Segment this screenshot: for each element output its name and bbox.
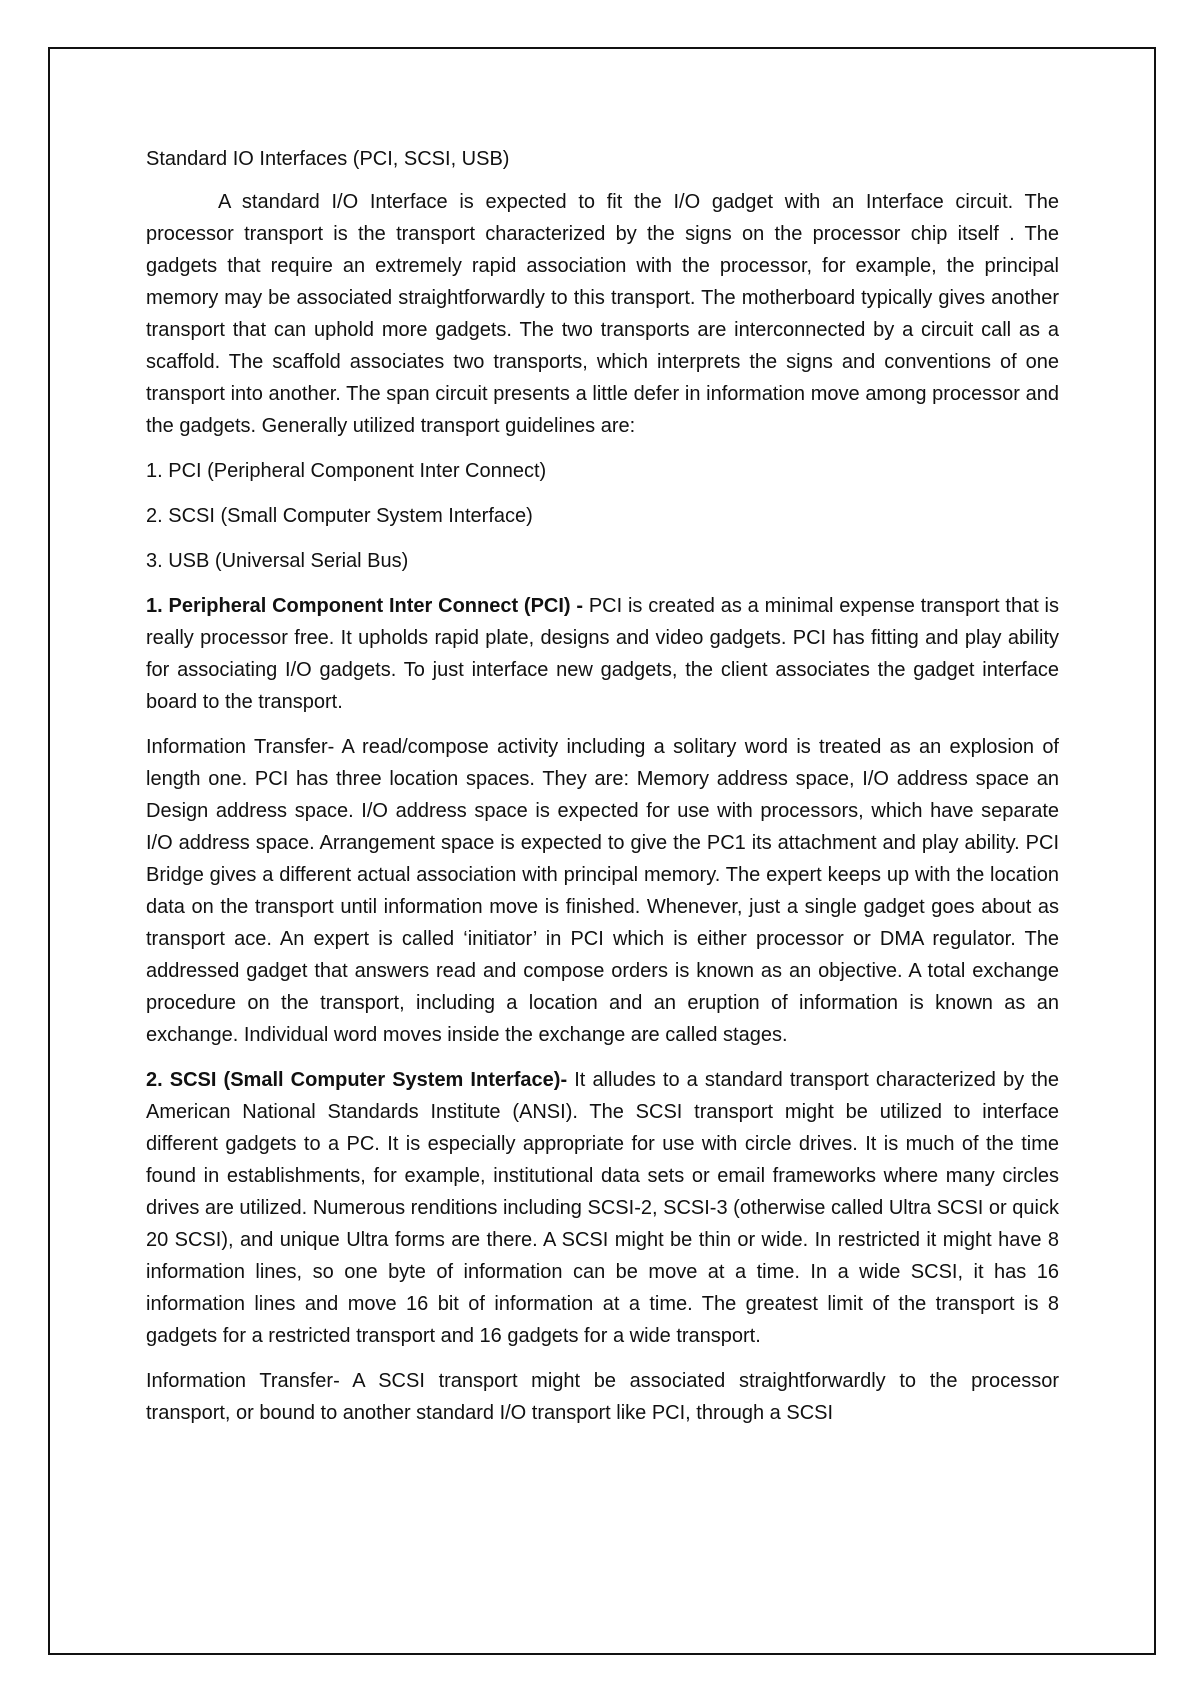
pci-paragraph: [146, 590, 1059, 718]
pci-transfer-paragraph: Information Transfer- A read/compose activity including a solitary word is treated as an explosion of length one. PCI has three location spaces. They are: Memory address space, I/O address space an Design address space. I/O address space is expected for use with processors, which have separate I/O address space. Arrangement space is expected to give the PC1 its attachment and play ability. PCI Bridge gives a different actual association with principal memory. The expert keeps up with the location data on the transport until information move is finished. Whenever, just a single gadget goes about as transport ace. An expert is called ‘initiator’ in PCI which is either processor or DMA regulator. The addressed gadget that answers read and compose orders is known as an objective. A total exchange procedure on the transport, including a location and an eruption of information is known as an exchange. Individual word moves inside the exchange are called stages.: [146, 736, 1059, 1046]
scsi-heading: 2. SCSI (Small Computer System Interface)-: [146, 1069, 568, 1091]
pci-text: PCI is created as a minimal expense transport that is really processor free. It upholds rapid plate, designs and video gadgets. PCI has fitting and play ability for associating I/O gadgets. To just interface new gadgets, the client associates the gadget interface board to the transport.: [146, 595, 1059, 713]
list-item: 1. PCI (Peripheral Component Inter Connect): [146, 460, 547, 482]
document-title: Standard IO Interfaces (PCI, SCSI, USB): [146, 148, 510, 170]
list-item: 3. USB (Universal Serial Bus): [146, 550, 409, 572]
standards-list: [146, 455, 1059, 577]
list-item: 2. SCSI (Small Computer System Interface): [146, 505, 533, 527]
scsi-transfer-paragraph: Information Transfer- A SCSI transport might be associated straightforwardly to the processor transport, or bound to another standard I/O transport like PCI, through a SCSI: [146, 1370, 1059, 1424]
document-body: [146, 143, 1059, 1442]
pci-heading: 1. Peripheral Component Inter Connect (PCI) -: [146, 595, 584, 617]
scsi-paragraph: [146, 1064, 1059, 1352]
intro-paragraph: A standard I/O Interface is expected to fit the I/O gadget with an Interface circuit. The processor transport is the transport characterized by the signs on the processor chip itself . The gadgets that require an extremely rapid association with the processor, for example, the principal memory may be associated straightforwardly to this transport. The motherboard typically gives another transport that can uphold more gadgets. The two transports are interconnected by a circuit call as a scaffold. The scaffold associates two transports, which interprets the signs and conventions of one transport into another. The span circuit presents a little defer in information move among processor and the gadgets. Generally utilized transport guidelines are:: [146, 191, 1059, 437]
scsi-text: It alludes to a standard transport characterized by the American National Standards Institute (ANSI). The SCSI transport might be utilized to interface different gadgets to a PC. It is especially appropriate for use with circle drives. It is much of the time found in establishments, for example, institutional data sets or email frameworks where many circles drives are utilized. Numerous renditions including SCSI-2, SCSI-3 (otherwise called Ultra SCSI or quick 20 SCSI), and unique Ultra forms are there. A SCSI might be thin or wide. In restricted it might have 8 information lines, so one byte of information can be move at a time. In a wide SCSI, it has 16 information lines and move 16 bit of information at a time. The greatest limit of the transport is 8 gadgets for a restricted transport and 16 gadgets for a wide transport.: [146, 1069, 1060, 1347]
